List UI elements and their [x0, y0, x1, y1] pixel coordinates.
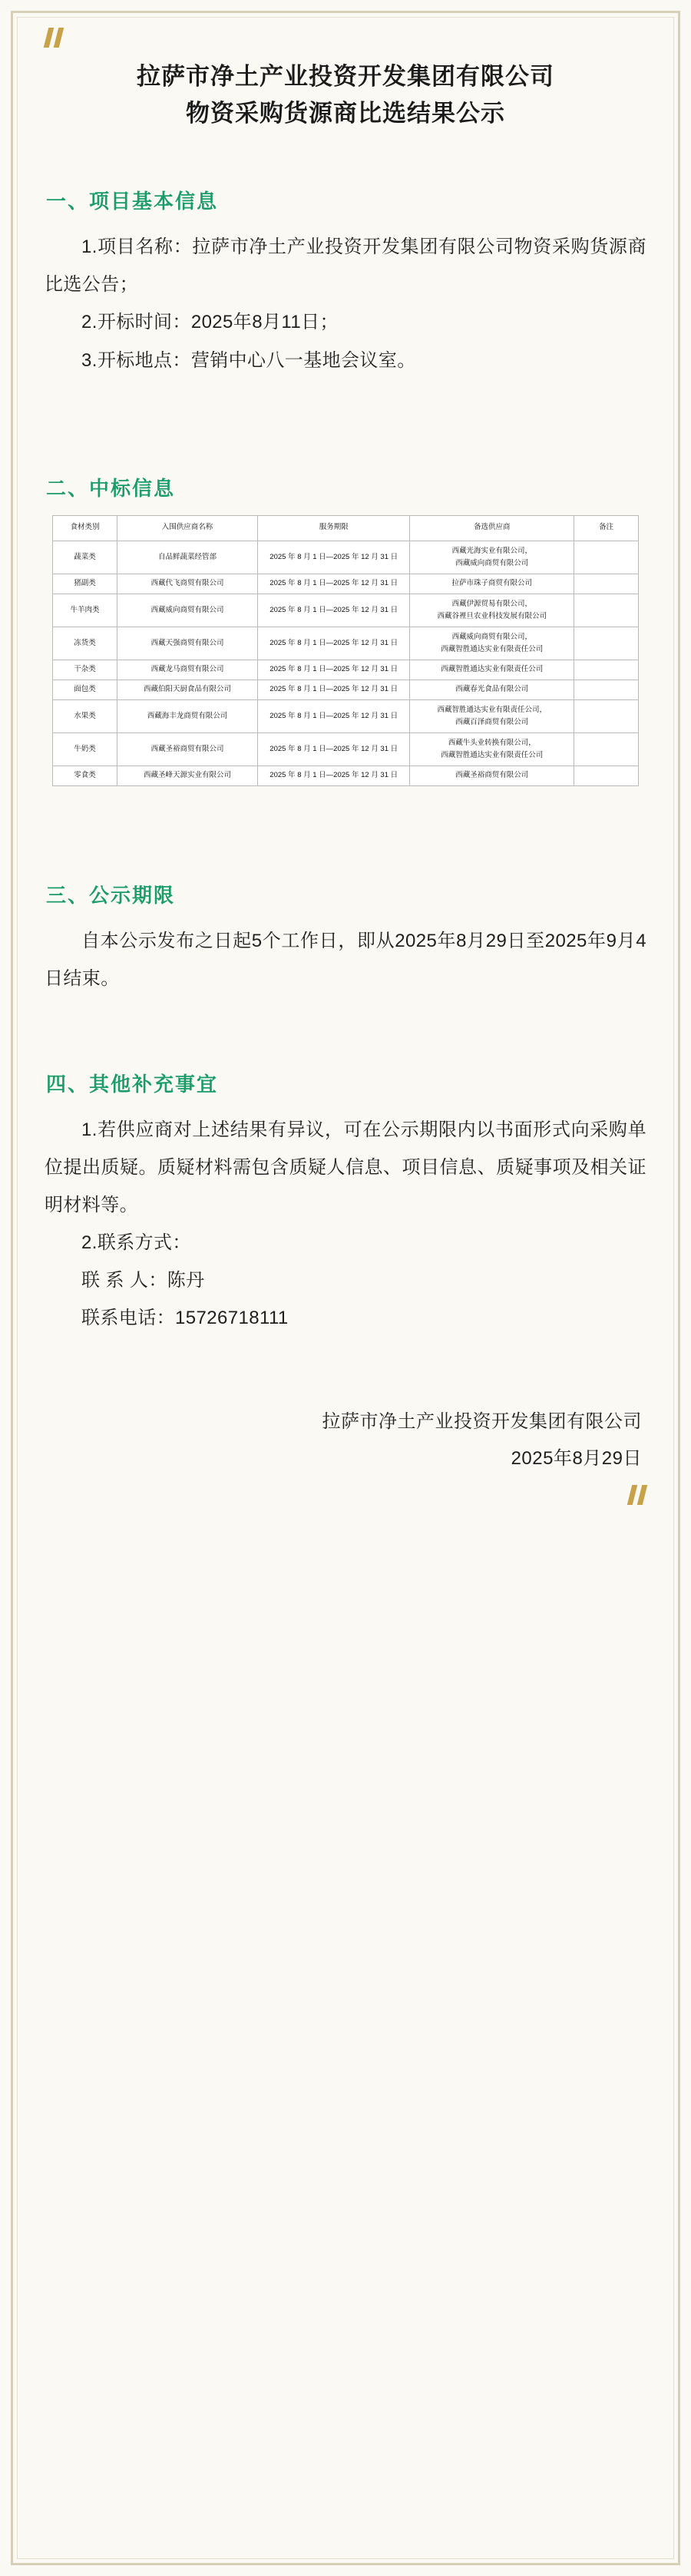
table-cell-supplier: 西藏圣峰天源实业有限公司 [117, 766, 257, 786]
table-cell-period: 2025 年 8 月 1 日—2025 年 12 月 31 日 [258, 766, 410, 786]
page-title [45, 58, 646, 132]
table-cell-period: 2025 年 8 月 1 日—2025 年 12 月 31 日 [258, 627, 410, 660]
notice-period-text: 自本公示发布之日起5个工作日，即从2025年8月29日至2025年9月4日结束。 [45, 931, 646, 990]
table-cell-supplier: 西藏伯阳天厨食品有限公司 [117, 680, 257, 700]
basic-info-item-3: 3.开标地点：营销中心八一基地会议室。 [81, 349, 416, 371]
table-cell-period: 2025 年 8 月 1 日—2025 年 12 月 31 日 [258, 660, 410, 680]
table-cell-category: 面包类 [53, 680, 117, 700]
bid-result-table-body [53, 541, 639, 785]
table-cell-category: 冻货类 [53, 627, 117, 660]
table-cell-supplier: 西藏代飞商贸有限公司 [117, 574, 257, 594]
signature-block [45, 1404, 646, 1477]
table-cell-remark [574, 660, 639, 680]
section-heading-winning-info: 二、中标信息 [46, 476, 176, 500]
table-header-supplier: 入围供应商名称 [117, 515, 257, 541]
table-cell-backup: 西藏智胜通达实业有限责任公司 [410, 660, 574, 680]
table-cell-backup: 西藏智胜通达实业有限责任公司， 西藏百泽商贸有限公司 [410, 699, 574, 732]
table-cell-category: 水果类 [53, 699, 117, 732]
table-cell-remark [574, 594, 639, 627]
basic-info-item-2: 2.开标时间：2025年8月11日； [81, 312, 339, 333]
table-row [53, 574, 639, 594]
section-heading-notice-period: 三、公示期限 [46, 884, 176, 908]
table-cell-supplier: 西藏龙马商贸有限公司 [117, 660, 257, 680]
table-cell-supplier: 西藏天强商贸有限公司 [117, 627, 257, 660]
table-cell-period: 2025 年 8 月 1 日—2025 年 12 月 31 日 [258, 541, 410, 574]
bottom-spacer [45, 1505, 646, 1536]
table-cell-backup: 西藏圣裕商贸有限公司 [410, 766, 574, 786]
table-cell-supplier: 西藏海丰龙商贸有限公司 [117, 699, 257, 732]
table-cell-backup: 西藏春光食品有限公司 [410, 680, 574, 700]
table-cell-supplier: 自品鲜蔬菜经管部 [117, 541, 257, 574]
contact-phone: 联系电话：15726718111 [81, 1308, 289, 1329]
table-cell-category: 蔬菜类 [53, 541, 117, 574]
table-cell-backup: 拉萨市珠子商贸有限公司 [410, 574, 574, 594]
table-cell-backup: 西藏伊源贸易有限公司， 西藏谷裡旦农业科技发展有限公司 [410, 594, 574, 627]
table-cell-remark [574, 699, 639, 732]
table-row [53, 594, 639, 627]
table-cell-period: 2025 年 8 月 1 日—2025 年 12 月 31 日 [258, 699, 410, 732]
signature-company: 拉萨市净土产业投资开发集团有限公司 [322, 1410, 642, 1432]
open-quote-ornament [46, 28, 646, 48]
quote-stroke-1 [44, 28, 54, 48]
quote-stroke-2 [54, 28, 64, 48]
table-header-category: 食材类别 [53, 515, 117, 541]
table-cell-category: 猪副类 [53, 574, 117, 594]
table-header-backup: 备选供应商 [410, 515, 574, 541]
table-cell-backup: 西藏牛头业转换有限公司， 西藏智胜通达实业有限责任公司 [410, 733, 574, 766]
quote-stroke-4 [637, 1485, 647, 1505]
table-row [53, 680, 639, 700]
table-cell-supplier: 西藏威向商贸有限公司 [117, 594, 257, 627]
page-title-line-2: 物资采购货源商比选结果公示 [186, 100, 505, 127]
table-cell-remark [574, 680, 639, 700]
spacer-after-basic-info [45, 379, 646, 433]
table-row [53, 660, 639, 680]
table-cell-period: 2025 年 8 月 1 日—2025 年 12 月 31 日 [258, 680, 410, 700]
bid-result-table [52, 515, 639, 786]
section-heading-supplementary: 四、其他补充事宜 [46, 1072, 219, 1096]
supplementary-item-1: 1.若供应商对上述结果有异议，可在公示期限内以书面形式向采购单位提出质疑。质疑材料需包含质疑人信息、项目信息、质疑事项及相关证明材料等。 [45, 1119, 646, 1215]
spacer-after-notice-period [45, 998, 646, 1029]
table-row [53, 699, 639, 732]
table-cell-category: 干杂类 [53, 660, 117, 680]
table-cell-category: 零食类 [53, 766, 117, 786]
table-cell-remark [574, 766, 639, 786]
document-content [45, 23, 646, 1536]
table-cell-supplier: 西藏圣裕商贸有限公司 [117, 733, 257, 766]
table-header-remark: 备注 [574, 515, 639, 541]
section-heading-basic-info: 一、项目基本信息 [46, 190, 219, 213]
table-cell-backup: 西藏威向商贸有限公司， 西藏智胜通达实业有限责任公司 [410, 627, 574, 660]
spacer-after-table [45, 786, 646, 840]
table-cell-period: 2025 年 8 月 1 日—2025 年 12 月 31 日 [258, 574, 410, 594]
table-header-row [53, 515, 639, 541]
table-row [53, 733, 639, 766]
table-cell-backup: 西藏光海实业有限公司， 西藏威向商贸有限公司 [410, 541, 574, 574]
table-cell-remark [574, 541, 639, 574]
table-cell-period: 2025 年 8 月 1 日—2025 年 12 月 31 日 [258, 594, 410, 627]
table-cell-remark [574, 574, 639, 594]
table-header-period: 服务期限 [258, 515, 410, 541]
table-row [53, 766, 639, 786]
table-cell-remark [574, 733, 639, 766]
bid-result-table-wrapper [45, 515, 646, 786]
table-cell-remark [574, 627, 639, 660]
quote-stroke-3 [627, 1485, 637, 1505]
table-cell-category: 牛羊肉类 [53, 594, 117, 627]
supplementary-item-2: 2.联系方式： [81, 1232, 191, 1254]
table-row [53, 627, 639, 660]
close-quote-ornament [45, 1485, 645, 1505]
contact-person: 联 系 人：陈丹 [81, 1270, 205, 1291]
basic-info-item-1: 1.项目名称：拉萨市净土产业投资开发集团有限公司物资采购货源商比选公告； [45, 236, 646, 296]
page-title-line-1: 拉萨市净土产业投资开发集团有限公司 [137, 63, 554, 90]
table-cell-category: 牛奶类 [53, 733, 117, 766]
table-row [53, 541, 639, 574]
table-cell-period: 2025 年 8 月 1 日—2025 年 12 月 31 日 [258, 733, 410, 766]
signature-date: 2025年8月29日 [511, 1447, 642, 1469]
